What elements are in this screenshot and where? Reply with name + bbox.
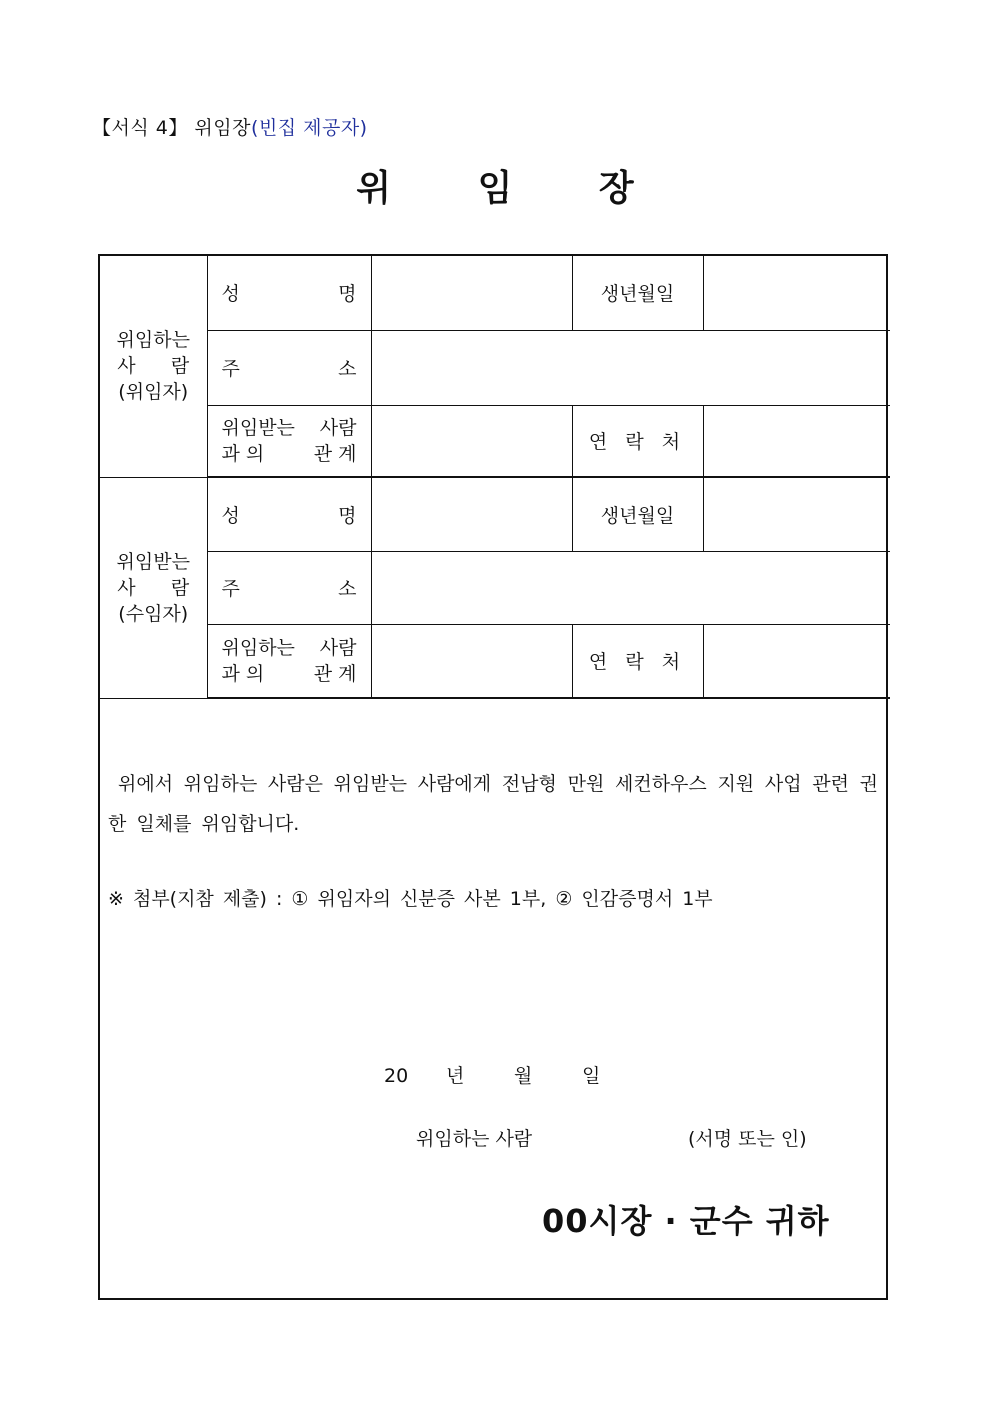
delegatee-relation-text-2a: 과 의 [221,662,265,685]
delegator-address-label [207,330,371,405]
signature-note: (서명 또는 인) [688,1128,807,1150]
attachment-note: ※ 첨부(지참 제출) : ① 위임자의 신분증 사본 1부, ② 인감증명서 1부 [108,888,713,910]
delegatee-contact-field[interactable] [703,624,890,698]
delegator-relation-text-1a: 위임받는 [221,416,295,439]
date-day-unit: 일 [582,1065,601,1087]
delegator-address-char-b: 소 [338,358,357,380]
delegator-party-cell [100,256,207,477]
delegator-relation-field[interactable] [371,405,572,477]
delegatee-contact-label: 연 락 처 [572,624,703,698]
delegator-party-line3: (위임자) [118,381,189,404]
delegatee-party-line3: (수임자) [118,602,189,625]
date-year-prefix: 20 [384,1065,409,1087]
delegatee-birth-field[interactable] [703,477,890,551]
delegator-address-field[interactable] [371,330,890,405]
delegatee-name-char-b: 명 [338,504,357,527]
delegator-name-char-a: 성 [221,283,240,306]
document-title: 위 임 장 [356,168,636,209]
delegator-birth-label: 생년월일 [572,256,703,330]
form-label-prefix: 【서식 4】 위임장 [92,117,251,139]
info-table [100,256,890,699]
delegatee-name-row [100,477,890,551]
delegatee-party-line2 [117,575,189,601]
delegatee-address-field[interactable] [371,551,890,624]
delegatee-relation-row [100,624,890,698]
delegator-relation-row [100,405,890,477]
delegator-name-char-b: 명 [338,283,357,306]
delegatee-address-char-a: 주 [221,578,240,600]
delegator-address-row [100,330,890,405]
delegatee-birth-label: 생년월일 [572,477,703,551]
delegatee-party-cell [100,477,207,698]
delegatee-name-field[interactable] [371,477,572,551]
delegator-name-row [100,256,890,330]
delegator-contact-label: 연 락 처 [572,405,703,477]
delegator-contact-field[interactable] [703,405,890,477]
form-label-subtitle: (빈집 제공자) [250,117,368,139]
delegatee-party-char-a: 사 [117,576,136,599]
form-frame [98,254,888,1300]
delegatee-relation-text-1a: 위임하는 [221,636,295,659]
delegator-relation-text-2a: 과 의 [221,442,265,465]
delegation-statement: 위에서 위임하는 사람은 위임받는 사람에게 전남형 만원 세컨하우스 지원 사업 관련 권한 일체를 위임합니다. [108,773,878,835]
delegator-relation-label [207,405,371,477]
delegatee-relation-field[interactable] [371,624,572,698]
delegator-relation-text-1b: 사람 [319,416,357,439]
delegatee-party-line1: 위임받는 [116,550,190,573]
delegatee-name-label [207,477,371,551]
delegator-name-label [207,256,371,330]
delegator-party-line1: 위임하는 [116,329,190,352]
delegatee-relation-text-2b: 관 계 [313,662,357,685]
delegatee-relation-label [207,624,371,698]
delegatee-address-char-b: 소 [338,578,357,600]
date-year-unit: 년 [446,1065,465,1087]
delegatee-address-label [207,551,371,624]
delegator-address-char-a: 주 [221,358,240,380]
delegator-party-char-b: 람 [170,355,190,378]
delegatee-relation-text-1b: 사람 [319,636,357,659]
delegator-birth-field[interactable] [703,256,890,330]
delegatee-party-char-b: 람 [170,576,190,599]
delegator-name-field[interactable] [371,256,572,330]
date-month-unit: 월 [514,1065,533,1087]
date-line [384,1061,600,1088]
signer-label: 위임하는 사람 [416,1128,533,1150]
delegatee-address-row [100,551,890,624]
form-label [92,113,368,140]
addressee: 00시장 · 군수 귀하 [542,1202,830,1240]
delegator-party-char-a: 사 [117,355,136,378]
delegator-relation-text-2b: 관 계 [313,442,357,465]
delegator-party-line2 [117,353,189,379]
delegatee-name-char-a: 성 [221,504,240,527]
